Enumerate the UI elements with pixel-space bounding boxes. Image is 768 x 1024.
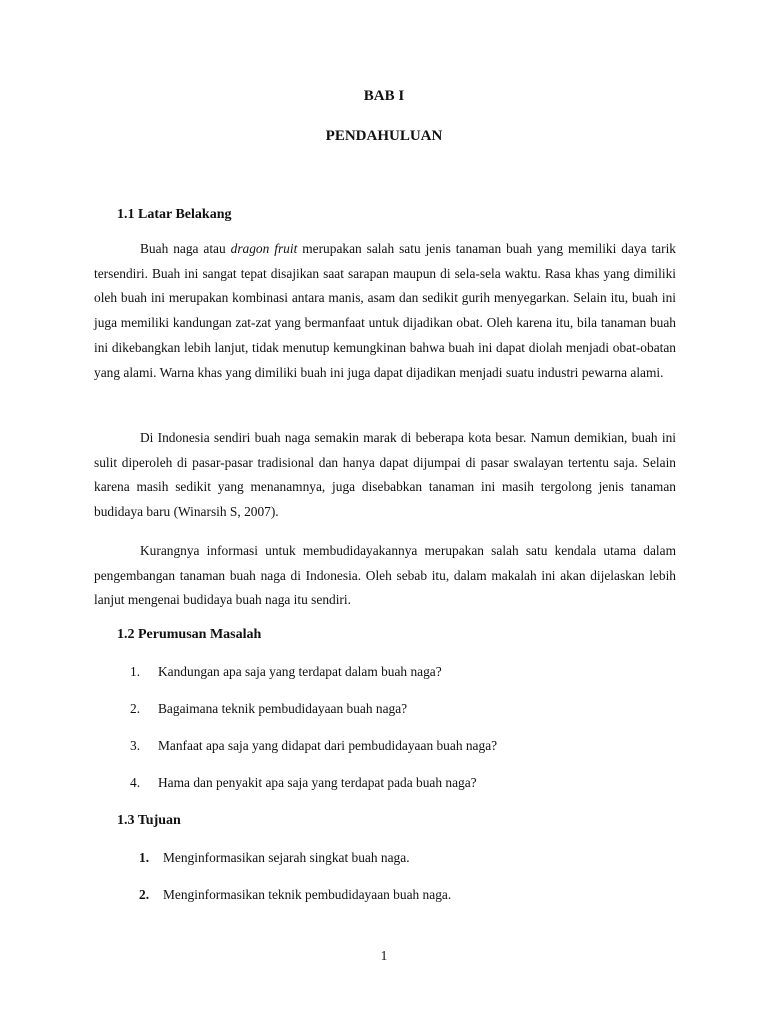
chapter-number: BAB I bbox=[363, 88, 405, 104]
list-item-number: 2. bbox=[139, 887, 150, 902]
paragraph-1-start: Buah naga atau bbox=[140, 241, 231, 256]
list-item bbox=[130, 664, 497, 701]
list-item bbox=[139, 850, 451, 887]
list-item-text: Bagaimana teknik pembudidayaan buah naga? bbox=[158, 701, 408, 716]
list-item bbox=[130, 738, 497, 775]
paragraph-1-italic-term: dragon fruit bbox=[230, 241, 298, 256]
section-heading-perumusan-masalah: 1.2 Perumusan Masalah bbox=[117, 627, 262, 642]
paragraph-2: Di Indonesia sendiri buah naga semakin marak di beberapa kota besar. Namun demikian, buah ini sulit diperoleh di pasar-pasar tradisional dan hanya dapat dijumpai di pasar swalayan tertentu saja. Selain karena masih sedikit yang menanamnya, juga disebabkan tanaman ini masih tergolong jenis tanaman budidaya baru (Winarsih S, 2007). bbox=[94, 430, 676, 520]
paragraph-3: Kurangnya informasi untuk membudidayakannya merupakan salah satu kendala utama dalam pengembangan tanaman buah naga di Indonesia. Oleh sebab itu, dalam makalah ini akan dijelaskan lebih lanjut mengenai budidaya buah naga itu sendiri. bbox=[94, 543, 676, 608]
list-item-text: Hama dan penyakit apa saja yang terdapat pada buah naga? bbox=[158, 775, 477, 790]
list-item-number: 1. bbox=[130, 664, 141, 679]
objective-list bbox=[139, 850, 451, 924]
list-item-number: 2. bbox=[130, 701, 141, 716]
page-number: 1 bbox=[380, 948, 388, 963]
list-item bbox=[139, 887, 451, 924]
problem-list bbox=[130, 664, 497, 812]
section-heading-tujuan: 1.3 Tujuan bbox=[117, 813, 181, 828]
section-heading-latar-belakang: 1.1 Latar Belakang bbox=[117, 207, 232, 222]
list-item-number: 1. bbox=[139, 850, 150, 865]
list-item bbox=[130, 775, 497, 812]
list-item-number: 3. bbox=[130, 738, 141, 753]
list-item-text: Manfaat apa saja yang didapat dari pembudidayaan buah naga? bbox=[158, 738, 498, 753]
list-item-text: Menginformasikan sejarah singkat buah naga. bbox=[163, 850, 410, 865]
paragraph-1 bbox=[94, 237, 676, 385]
list-item-text: Menginformasikan teknik pembudidayaan buah naga. bbox=[163, 887, 452, 902]
list-item-text: Kandungan apa saja yang terdapat dalam buah naga? bbox=[158, 664, 442, 679]
chapter-title: PENDAHULUAN bbox=[325, 128, 443, 144]
paragraph-1-rest: merupakan salah satu jenis tanaman buah yang memiliki daya tarik tersendiri. Buah ini sangat tepat disajikan saat sarapan maupun di sela-sela waktu. Rasa khas yang dimiliki oleh buah ini merupakan kombinasi antara manis, asam dan sedikit gurih menyegarkan. Selain itu, buah ini juga memiliki kandungan zat-zat yang bermanfaat untuk dijadikan obat. Oleh karena itu, bila tanaman buah ini dikebangkan lebih lanjut, tidak menutup kemungkinan bahwa buah ini dapat diolah menjadi obat-obatan yang alami. Warna khas yang dimiliki buah ini juga dapat dijadikan menjadi suatu industri pewarna alami. bbox=[94, 241, 677, 380]
list-item-number: 4. bbox=[130, 775, 141, 790]
list-item bbox=[130, 701, 497, 738]
